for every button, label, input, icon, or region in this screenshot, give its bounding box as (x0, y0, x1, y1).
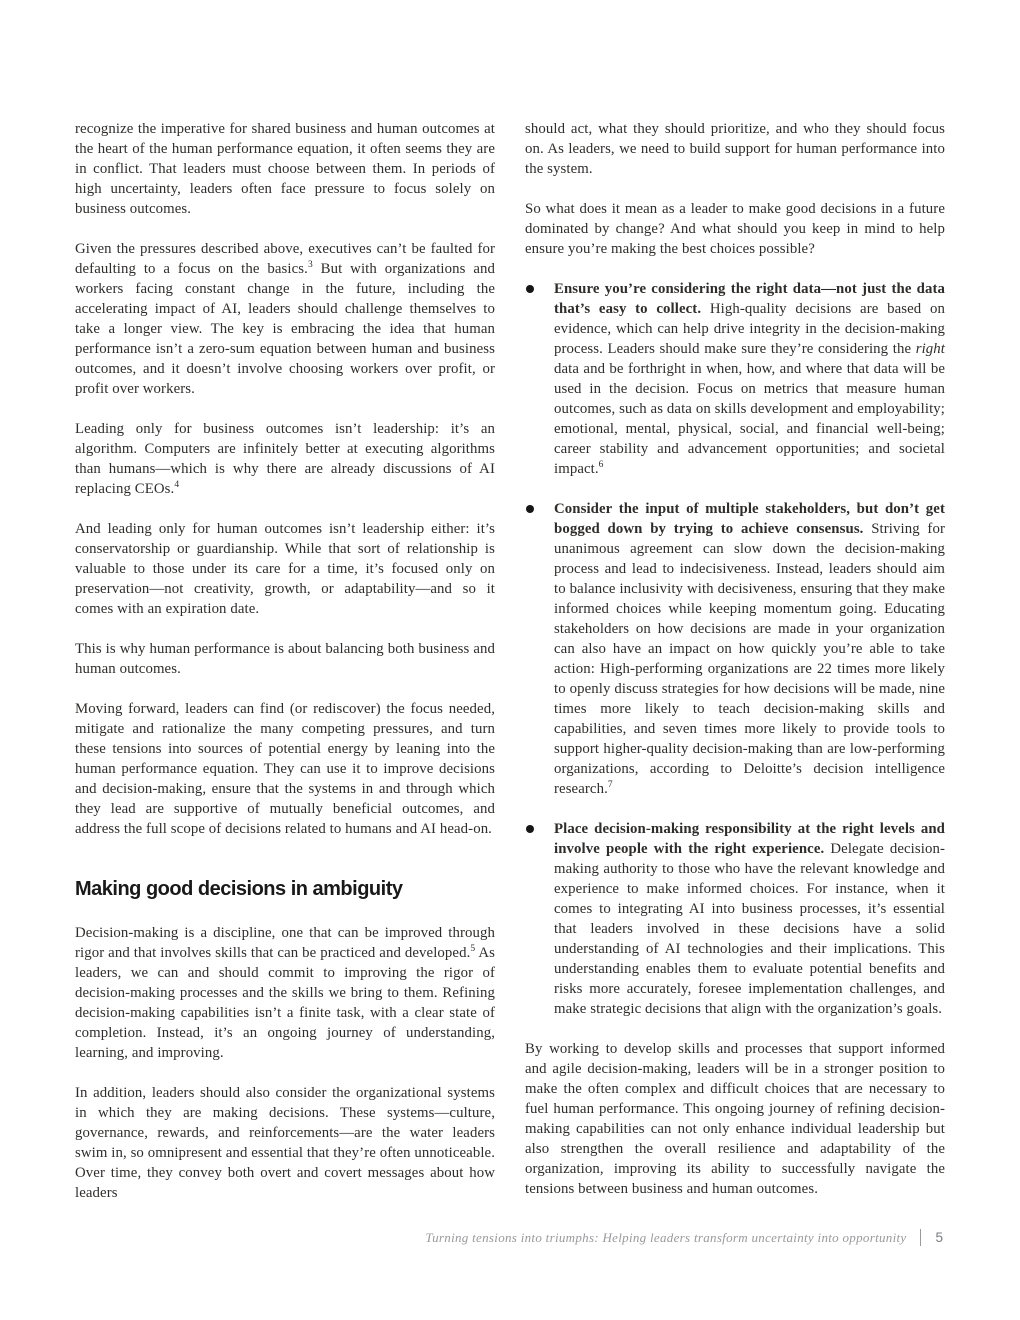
bullet-icon (526, 285, 534, 293)
right-column (525, 119, 945, 1223)
left-column (75, 119, 495, 1223)
paragraph: Leading only for business outcomes isn’t leadership: it’s an algorithm. Computers are infinitely better at executing algorithms than humans—which is why there are already discussions of AI replacing CEOs.$^4$ (75, 421, 495, 497)
list-item-text: Consider the input of multiple stakeholders, but don’t get bogged down by trying to achieve consensus. Striving for unanimous agreement can slow down the decision-making process and lead to indecisiveness. Instead, leaders should aim to balance inclusivity with decisiveness, ensuring that they make informed choices while keeping momentum going. Educating stakeholders on how decisions are made in your organization can also have an impact on how quickly you’re able to take action: High-performing organizations are 22 times more likely to openly discuss strategies for how decisions will be made, nine times more likely to teach decision-making skills and capabilities, and seven times more likely to provide tools to support higher-quality decision-making than are low-performing organizations, according to Deloitte’s decision intelligence research.$^7$ (554, 501, 945, 797)
running-footer-title: Turning tensions into triumphs: Helping leaders transform uncertainty into opportunity (425, 1229, 907, 1245)
paragraph: So what does it mean as a leader to make good decisions in a future dominated by change? And what should you keep in mind to help ensure you’re making the best choices possible? (525, 201, 945, 257)
page-footer (75, 1229, 943, 1246)
paragraph: should act, what they should prioritize, and who they should focus on. As leaders, we need to build support for human performance into the system. (525, 121, 945, 177)
paragraph: In addition, leaders should also consider the organizational systems in which they are making decisions. These systems—culture, governance, rewards, and reinforcements—are the water leaders swim in, so omnipresent and essential that they’re often unnoticeable. Over time, they convey both overt and covert messages about how leaders (75, 1085, 495, 1201)
bullet-list (525, 279, 945, 1019)
page-number: 5 (935, 1230, 943, 1245)
paragraph: This is why human performance is about balancing both business and human outcomes. (75, 641, 495, 677)
bullet-icon (526, 505, 534, 513)
paragraph: Decision-making is a discipline, one that can be improved through rigor and that involves skills that can be practiced and developed.$^5$ As leaders, we can and should commit to improving the rigor of decision-making processes and the skills we bring to them. Refining decision-making capabilities isn’t a finite task, with a clear state of completion. Instead, it’s an ongoing journey of understanding, learning, and improving. (75, 925, 495, 1061)
paragraph: recognize the imperative for shared business and human outcomes at the heart of the human performance equation, it often seems they are in conflict. That leaders must choose between them. In periods of high uncertainty, leaders often face pressure to focus solely on business outcomes. (75, 121, 495, 217)
list-item (525, 499, 945, 799)
paragraph: By working to develop skills and processes that support informed and agile decision-making, leaders will be in a stronger position to make the often complex and difficult choices that are necessary to fuel human performance. This ongoing journey of refining decision-making capabilities can not only enhance individual leadership but also strengthen the overall resilience and adaptability of the organization, improving its ability to successfully navigate the tensions between business and human outcomes. (525, 1041, 945, 1197)
list-item-text: Ensure you’re considering the right data—not just the data that’s easy to collect. High-quality decisions are based on evidence, which can help drive integrity in the decision-making process. Leaders should make sure they’re considering the right data and be forthright in when, how, and where that data will be used in the decision. Focus on metrics that measure human outcomes, such as data on skills development and employability; emotional, mental, physical, social, and financial well-being; career stability and advancement opportunities; and societal impact.$^6$ (554, 281, 945, 477)
list-item (525, 279, 945, 479)
page-content (75, 119, 945, 1223)
bullet-icon (526, 825, 534, 833)
section-heading: Making good decisions in ambiguity (75, 878, 403, 900)
list-item-text: Place decision-making responsibility at the right levels and involve people with the right experience. Delegate decision-making authority to those who have the relevant knowledge and experience to make informed choices. For instance, when it comes to integrating AI into business processes, it’s essential that leaders involved in these decisions have a solid understanding of AI technologies and their implications. This understanding enables them to evaluate potential benefits and risks more accurately, foresee implementation challenges, and make strategic decisions that align with the organization’s goals. (554, 821, 945, 1017)
paragraph: Moving forward, leaders can find (or rediscover) the focus needed, mitigate and rationalize the many competing pressures, and turn these tensions into sources of potential energy by leaning into the human performance equation. They can use it to improve decisions and decision-making, ensure that the systems in and through which they lead are supportive of mutually beneficial outcomes, and address the full scope of decisions related to humans and AI head-on. (75, 701, 495, 837)
paragraph: Given the pressures described above, executives can’t be faulted for defaulting to a focus on the basics.$^3$ But with organizations and workers facing constant change in the future, including the accelerating impact of AI, leaders should challenge themselves to take a longer view. The key is embracing the idea that human performance isn’t a zero-sum equation between human and business outcomes, and it doesn’t involve choosing workers over profit, or profit over workers. (75, 241, 495, 397)
list-item (525, 819, 945, 1019)
footer-divider (920, 1229, 921, 1246)
paragraph: And leading only for human outcomes isn’t leadership either: it’s conservatorship or guardianship. While that sort of relationship is valuable to those under its care for a time, it’s focused only on preservation—not creativity, growth, or adaptability—and so it comes with an expiration date. (75, 521, 495, 617)
